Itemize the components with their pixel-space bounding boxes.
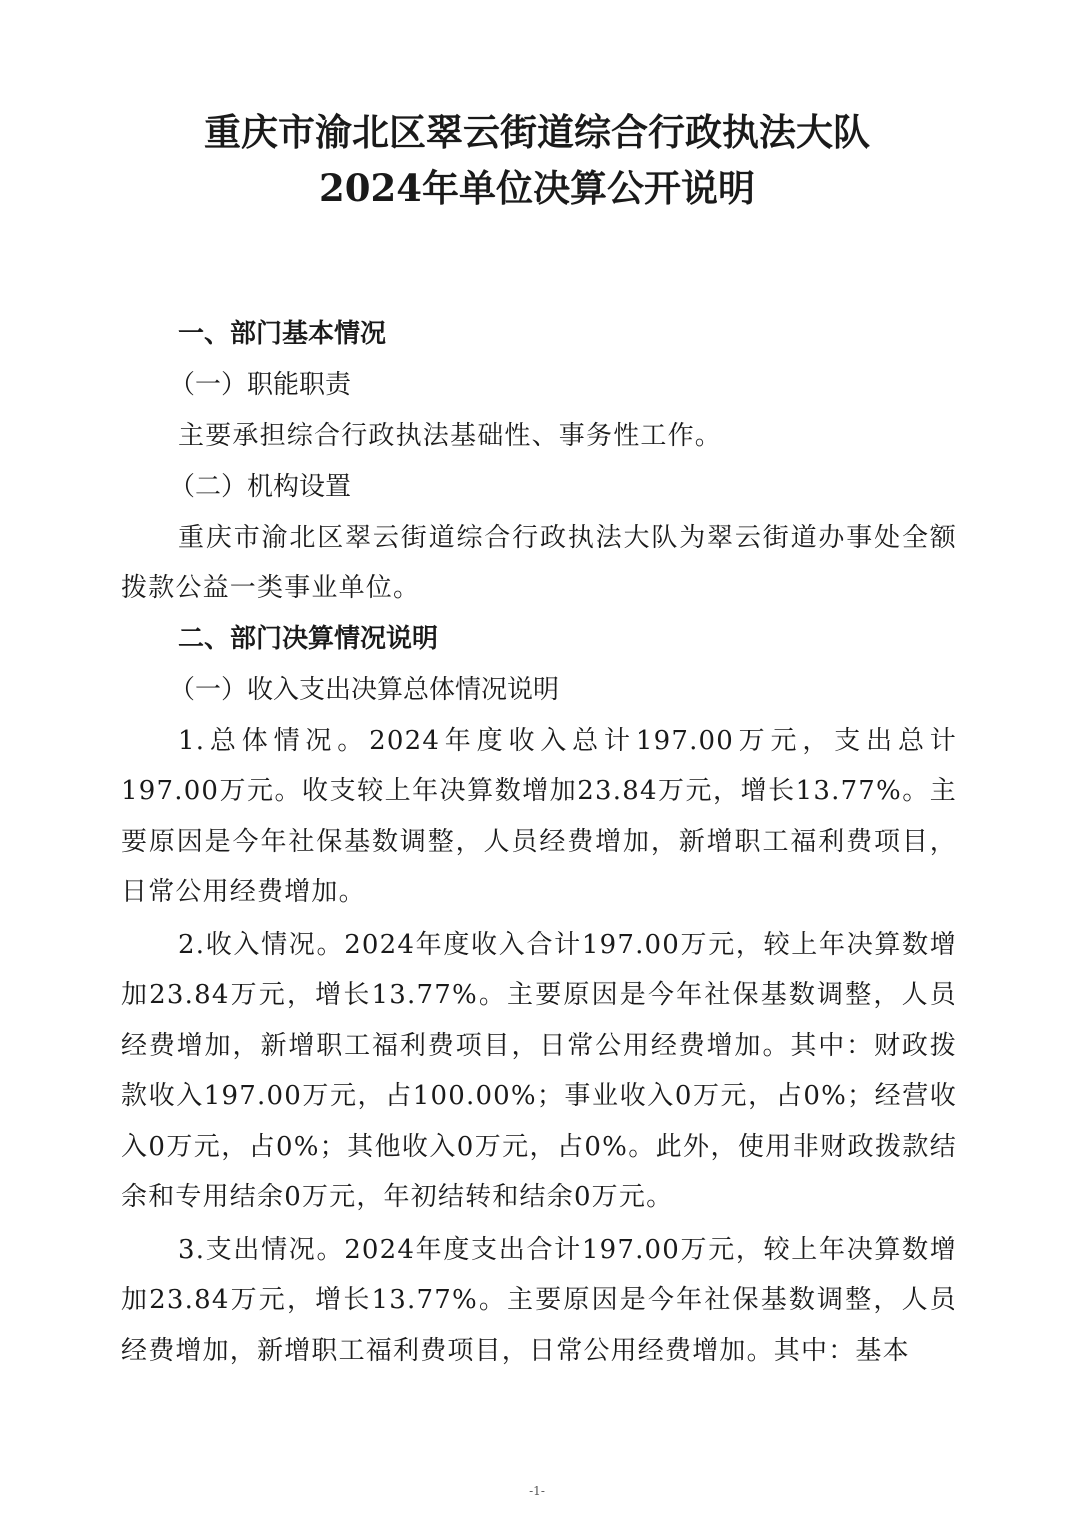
paragraph-expenditure: 3.支出情况。2024年度支出合计197.00万元，较上年决算数增加23.84万元，增长13.77%。主要原因是今年社保基数调整，人员经费增加，新增职工福利费项目，日常公用经费增加。其中：基本 xyxy=(121,1234,957,1366)
section-heading-2: 二、部门决算情况说明 xyxy=(178,623,439,654)
title-line-2: 2024年单位决算公开说明 xyxy=(319,166,755,210)
paragraph-organization: 重庆市渝北区翠云街道综合行政执法大队为翠云街道办事处全额拨款公益一类事业单位。 xyxy=(121,522,957,603)
subsection-heading-duties: （一）职能职责 xyxy=(169,370,352,400)
section-heading-1: 一、部门基本情况 xyxy=(178,319,387,349)
title-line-1: 重庆市渝北区翠云街道综合行政执法大队 xyxy=(204,110,870,154)
paragraph-income: 2.收入情况。2024年度收入合计197.00万元，较上年决算数增加23.84万元，增长13.77%。主要原因是今年社保基数调整，人员经费增加，新增职工福利费项目，日常公用经费增加。其中：财政拨款收入197.00万元，占100.00%；事业收入0万元，占0%；经营收入0万元，占0%；其他收入0万元，占0%。此外，使用非财政拨款结余和专用结余0万元，年初结转和结余0万元。 xyxy=(121,929,957,1212)
subsection-heading-organization: （二）机构设置 xyxy=(169,471,352,502)
document-body xyxy=(121,309,957,1376)
subsection-heading-overall: （一）收入支出决算总体情况说明 xyxy=(169,674,560,705)
document-title xyxy=(0,104,1074,216)
paragraph-overall: 1.总体情况。2024年度收入总计197.00万元，支出总计197.00万元。收支较上年决算数增加23.84万元，增长13.77%。主要原因是今年社保基数调整，人员经费增加，新增职工福利费项目，日常公用经费增加。 xyxy=(121,725,957,907)
paragraph-duties: 主要承担综合行政执法基础性、事务性工作。 xyxy=(178,421,723,451)
page-number: -1- xyxy=(529,1484,545,1498)
